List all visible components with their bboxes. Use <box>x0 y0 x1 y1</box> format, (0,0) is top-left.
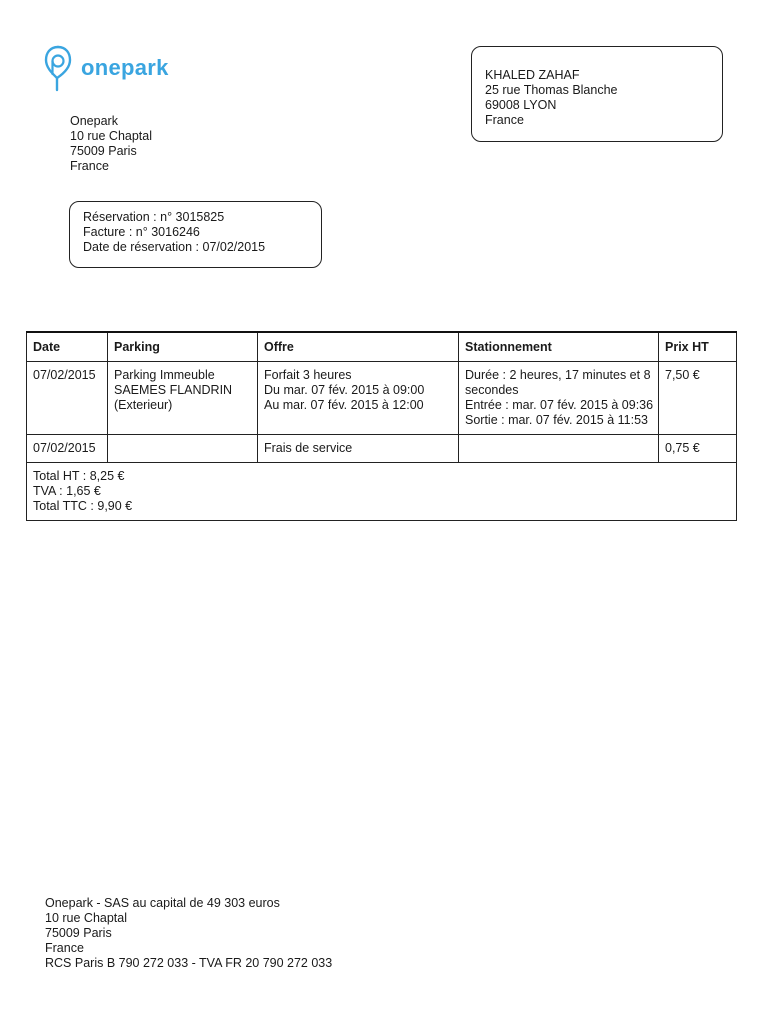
footer-line: 10 rue Chaptal <box>45 911 128 925</box>
recipient-line: KHALED ZAHAF <box>485 68 580 82</box>
sender-line: France <box>70 159 109 173</box>
cell-parking <box>108 435 258 463</box>
sender-line: 75009 Paris <box>70 144 137 158</box>
reservation-number: Réservation : n° 3015825 <box>83 210 225 224</box>
total-tva: TVA : 1,65 € <box>33 484 101 498</box>
table-row <box>27 362 737 435</box>
recipient-line: France <box>485 113 524 127</box>
cell-prix: 0,75 € <box>659 435 737 463</box>
reservation-info-box <box>69 201 322 268</box>
totals-row <box>27 463 737 521</box>
footer-line: 75009 Paris <box>45 926 112 940</box>
footer-legal <box>45 896 332 971</box>
cell-line: SAEMES FLANDRIN <box>114 383 233 397</box>
cell-line: (Exterieur) <box>114 398 173 412</box>
location-pin-icon <box>43 44 73 92</box>
logo-wordmark: onepark <box>81 55 169 80</box>
cell-line: Au mar. 07 fév. 2015 à 12:00 <box>264 398 424 412</box>
cell-line: Parking Immeuble <box>114 368 215 382</box>
column-header-offre: Offre <box>258 332 459 362</box>
invoice-table <box>26 331 737 521</box>
footer-line: France <box>45 941 84 955</box>
cell-offre <box>258 435 459 463</box>
column-header-date: Date <box>27 332 108 362</box>
totals-cell <box>27 463 737 521</box>
sender-line: Onepark <box>70 114 118 128</box>
column-header-parking: Parking <box>108 332 258 362</box>
cell-stationnement <box>459 435 659 463</box>
company-logo <box>43 44 169 92</box>
cell-line: Du mar. 07 fév. 2015 à 09:00 <box>264 383 425 397</box>
invoice-number: Facture : n° 3016246 <box>83 225 200 239</box>
reservation-date: Date de réservation : 07/02/2015 <box>83 240 266 254</box>
cell-line: secondes <box>465 383 519 397</box>
total-ttc: Total TTC : 9,90 € <box>33 499 133 513</box>
cell-stationnement <box>459 362 659 435</box>
cell-line: Frais de service <box>264 441 353 455</box>
sender-line: 10 rue Chaptal <box>70 129 153 143</box>
cell-line: Entrée : mar. 07 fév. 2015 à 09:36 <box>465 398 654 412</box>
cell-line: Forfait 3 heures <box>264 368 352 382</box>
cell-date: 07/02/2015 <box>27 362 108 435</box>
recipient-line: 25 rue Thomas Blanche <box>485 83 618 97</box>
cell-line: Durée : 2 heures, 17 minutes et 8 <box>465 368 651 382</box>
column-header-prix: Prix HT <box>659 332 737 362</box>
column-header-stationnement: Stationnement <box>459 332 659 362</box>
cell-prix: 7,50 € <box>659 362 737 435</box>
cell-line: Sortie : mar. 07 fév. 2015 à 11:53 <box>465 413 648 427</box>
footer-line: Onepark - SAS au capital de 49 303 euros <box>45 896 280 910</box>
recipient-address-box <box>471 46 723 142</box>
table-row <box>27 435 737 463</box>
table-header-row <box>27 332 737 362</box>
cell-parking <box>108 362 258 435</box>
recipient-line: 69008 LYON <box>485 98 557 112</box>
total-ht: Total HT : 8,25 € <box>33 469 125 483</box>
footer-line: RCS Paris B 790 272 033 - TVA FR 20 790 272 033 <box>45 956 333 970</box>
cell-date: 07/02/2015 <box>27 435 108 463</box>
sender-address <box>70 114 152 174</box>
cell-offre <box>258 362 459 435</box>
